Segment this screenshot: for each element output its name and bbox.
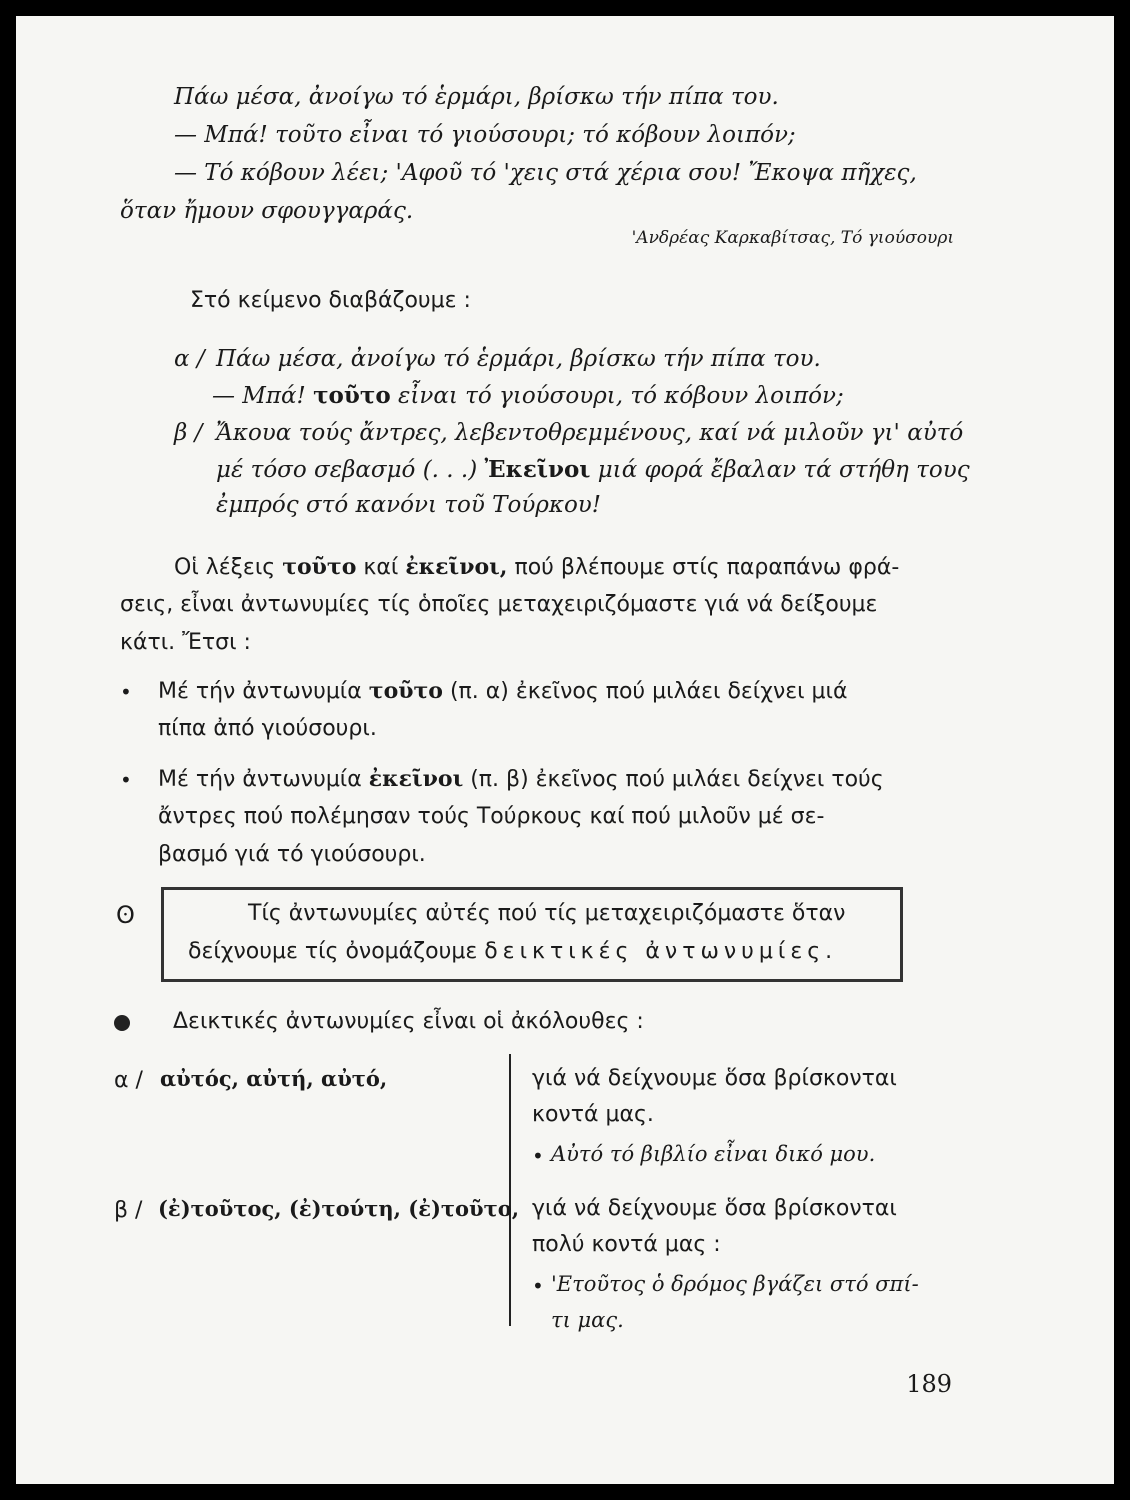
pronoun-a-desc-1: γιά νά δείχνουμε ὅσα βρίσκονται [532, 1066, 897, 1091]
explanation-line-2: σεις, εἶναι ἀντωνυμίες τίς ὁποῖες μεταχειριζόμαστε γιά νά δείξουμε [120, 592, 878, 617]
list-intro: Δεικτικές ἀντωνυμίες εἶναι οἱ ἀκόλουθες : [173, 1009, 644, 1034]
pronoun-b-marker: β / [114, 1198, 143, 1223]
quote-line-3: — Τό κόβουν λέει; 'Αφοῦ τό 'χεις στά χέρια σου! Ἔκοψα πῆχες, [174, 160, 917, 186]
quote-source: 'Ανδρέας Καρκαβίτσας, Τό γιούσουρι [631, 228, 954, 248]
example-dot-a: • [532, 1144, 544, 1168]
bullet-2-line-2: ἄντρες πού πολέμησαν τούς Τούρκους καί πού μιλοῦν μέ σε- [158, 804, 825, 829]
example-a-marker: α / [174, 346, 205, 372]
example-b-line-3: ἐμπρός στό κανόνι τοῦ Τούρκου! [216, 492, 602, 518]
bullet-2-line-1: Μέ τήν ἀντωνυμία ἐκεῖνοι (π. β) ἐκεῖνος πού μιλάει δείχνει τούς [158, 766, 884, 792]
example-dot-b: • [532, 1274, 544, 1298]
bullet-dot-2: • [120, 768, 132, 792]
rule-box-line-1: Τίς ἀντωνυμίες αὐτές πού τίς μεταχειριζόμαστε ὅταν [248, 901, 846, 926]
explanation-line-3: κάτι. Ἔτσι : [120, 630, 251, 655]
pronoun-a-forms: αὐτός, αὐτή, αὐτό, [160, 1066, 388, 1091]
intro-text: Στό κείμενο διαβάζουμε : [190, 288, 471, 313]
rule-symbol-icon: ʘ [116, 901, 135, 929]
bullet-filled-icon [114, 1015, 130, 1031]
bullet-dot-1: • [120, 680, 132, 704]
bullet-2-line-3: βασμό γιά τό γιούσουρι. [158, 842, 426, 867]
example-a-line-2: — Μπά! τοῦτο εἶναι τό γιούσουρι, τό κόβουν λοιπόν; [212, 382, 844, 409]
quote-line-1: Πάω μέσα, ἀνοίγω τό ἑρμάρι, βρίσκω τήν πίπα του. [174, 84, 779, 110]
page-number: 189 [906, 1370, 952, 1398]
rule-box-line-2: δείχνουμε τίς ὀνομάζουμε δεικτικές ἀντωνυμίες. [188, 939, 838, 964]
pronoun-a-marker: α / [114, 1068, 143, 1093]
book-page [16, 16, 1114, 1484]
example-b-line-1: Ἄκουα τούς ἄντρες, λεβεντοθρεμμένους, καί νά μιλοῦν γι' αὐτό [216, 420, 964, 446]
quote-line-2: — Μπά! τοῦτο εἶναι τό γιούσουρι; τό κόβουν λοιπόν; [174, 122, 796, 148]
pronoun-b-desc-1: γιά νά δείχνουμε ὅσα βρίσκονται [532, 1196, 897, 1221]
pronoun-a-example: Αὐτό τό βιβλίο εἶναι δικό μου. [551, 1142, 876, 1166]
quote-line-4: ὅταν ἤμουν σφουγγαράς. [120, 198, 414, 224]
pronoun-b-forms: (ἐ)τοῦτος, (ἐ)τούτη, (ἐ)τοῦτο, [158, 1196, 520, 1221]
example-a-line-1: Πάω μέσα, ἀνοίγω τό ἑρμάρι, βρίσκω τήν πίπα του. [216, 346, 821, 372]
example-b-line-2: μέ τόσο σεβασμό (. . .) Ἐκεῖνοι μιά φορά ἔβαλαν τά στήθη τους [216, 456, 970, 483]
pronoun-a-desc-2: κοντά μας. [532, 1102, 654, 1127]
column-divider [509, 1054, 511, 1326]
example-b-marker: β / [174, 420, 203, 446]
pronoun-b-example-2: τι μας. [551, 1308, 624, 1332]
bullet-1-line-2: πίπα ἀπό γιούσουρι. [158, 716, 377, 741]
explanation-line-1: Οἱ λέξεις τοῦτο καί ἐκεῖνοι, πού βλέπουμε στίς παραπάνω φρά- [174, 554, 900, 580]
pronoun-b-example-1: 'Ετοῦτος ὁ δρόμος βγάζει στό σπί- [551, 1272, 919, 1296]
bullet-1-line-1: Μέ τήν ἀντωνυμία τοῦτο (π. α) ἐκεῖνος πού μιλάει δείχνει μιά [158, 678, 848, 704]
pronoun-b-desc-2: πολύ κοντά μας : [532, 1232, 721, 1257]
